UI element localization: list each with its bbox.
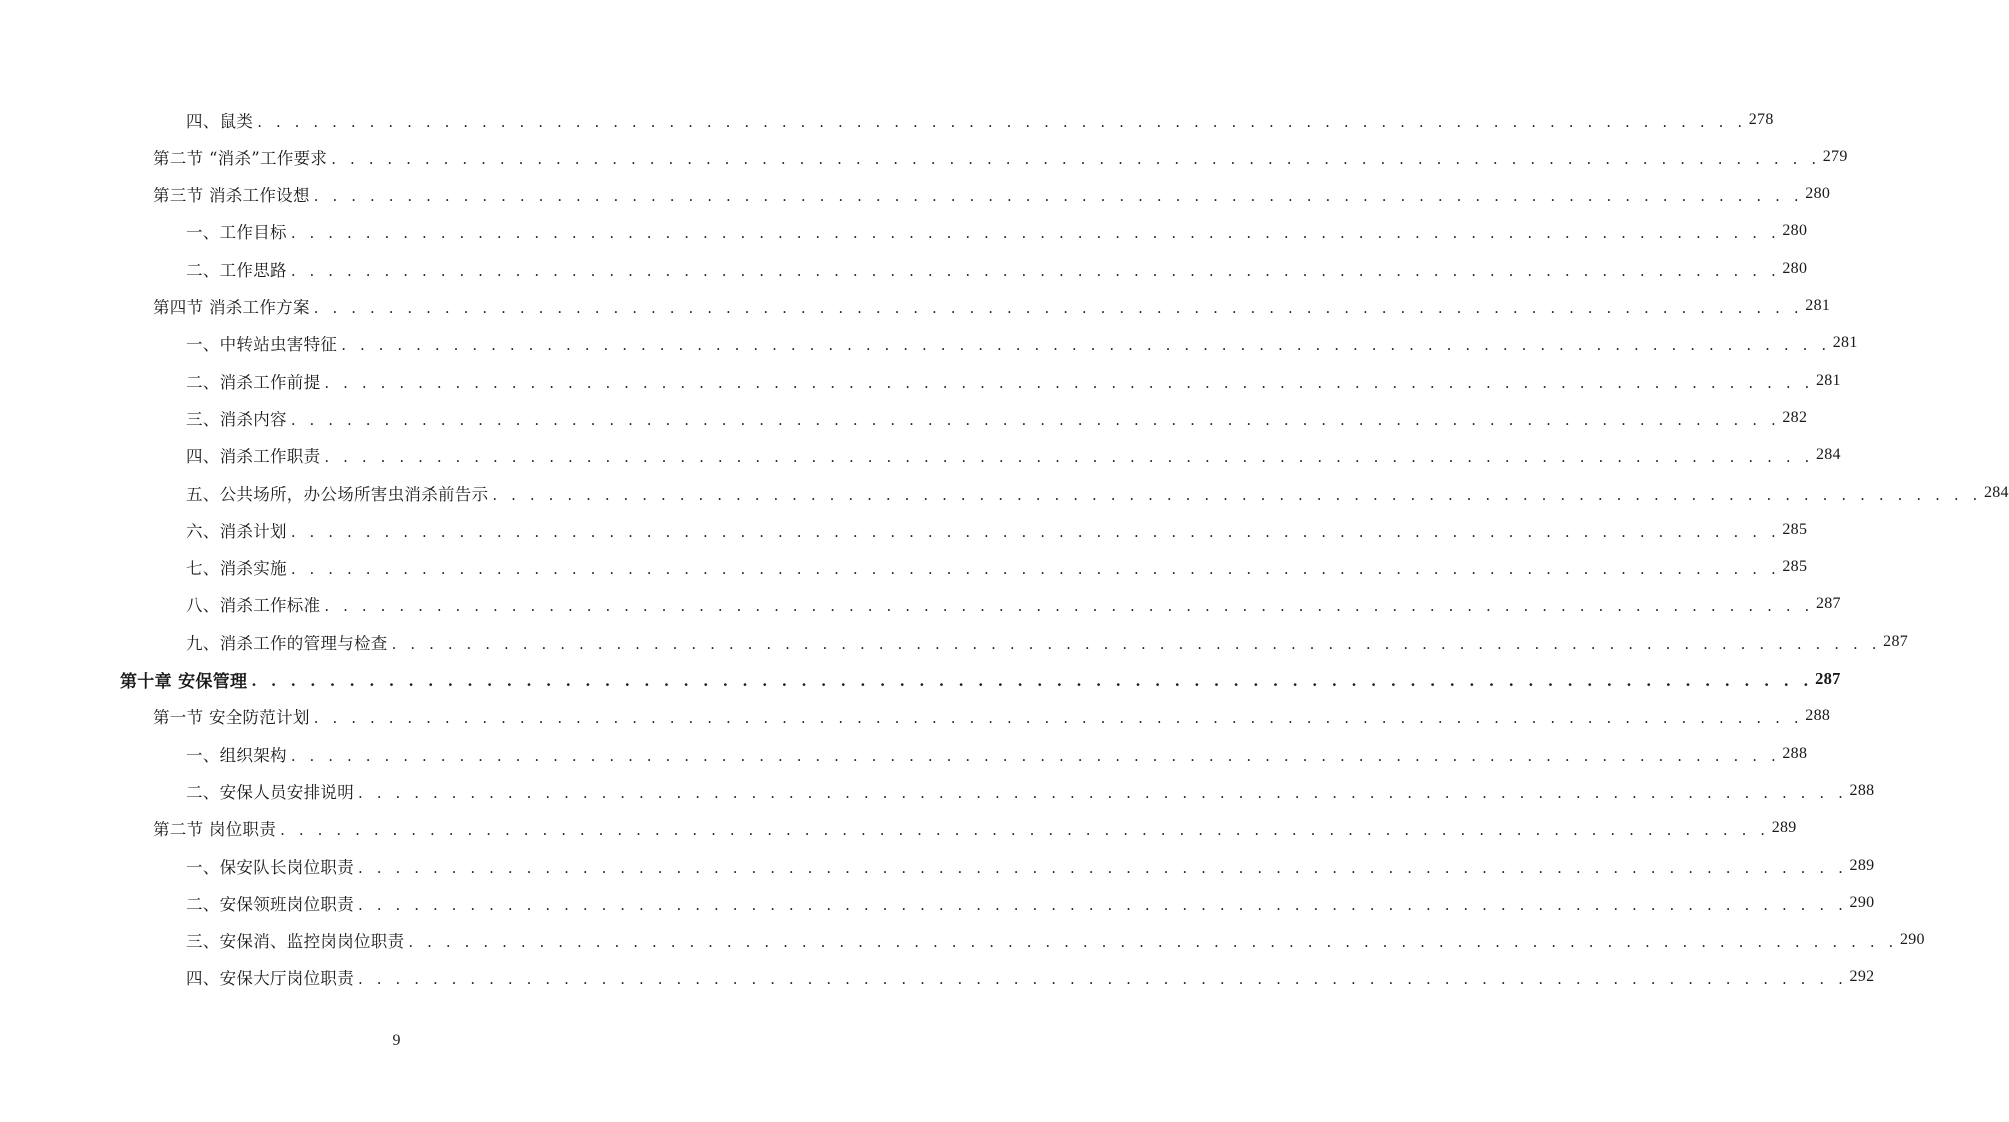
toc-entry-label: 一、保安队长岗位职责 <box>186 857 354 877</box>
toc-entry-label: 第三节 消杀工作设想 <box>153 186 310 206</box>
toc-leader-dots: . . . . . . . . . . . . . . . . . . . . . . . . . . . . . . . . . . . . . . . . . . . . . . . . . . . . . . . . . . . . . . . . . . . . . . . . . . . . . . . . <box>358 858 1848 877</box>
toc-entry-label: 六、消杀计划 <box>186 521 287 541</box>
toc-entry-label: 二、安保人员安排说明 <box>186 782 354 802</box>
toc-subsection-entry[interactable] <box>186 325 1858 362</box>
toc-entry-page: 290 <box>1899 931 1925 949</box>
toc-leader-dots: . . . . . . . . . . . . . . . . . . . . . . . . . . . . . . . . . . . . . . . . . . . . . . . . . . . . . . . . . . . . . . . . . . . . . . . . . . . . . . . . <box>341 336 1831 355</box>
toc-entry-label: 第二节 岗位职责 <box>153 820 277 840</box>
toc-leader-dots: . . . . . . . . . . . . . . . . . . . . . . . . . . . . . . . . . . . . . . . . . . . . . . . . . . . . . . . . . . . . . . . . . . . . . . . . . . . . . . . . <box>324 373 1814 392</box>
toc-entry-page: 285 <box>1782 520 1808 538</box>
toc-entry-page: 279 <box>1822 147 1848 165</box>
toc-subsection-entry[interactable] <box>186 474 2009 511</box>
toc-leader-dots: . . . . . . . . . . . . . . . . . . . . . . . . . . . . . . . . . . . . . . . . . . . . . . . . . . . . . . . . . . . . . . . . . . . . . . . . . . . . . . . . <box>324 448 1814 467</box>
toc-subsection-entry[interactable] <box>186 101 1774 138</box>
toc-subsection-entry[interactable] <box>186 399 1808 436</box>
toc-entry-label: 三、消杀内容 <box>186 409 287 429</box>
toc-entry-label: 三、安保消、监控岗岗位职责 <box>186 932 405 952</box>
toc-leader-dots: . . . . . . . . . . . . . . . . . . . . . . . . . . . . . . . . . . . . . . . . . . . . . . . . . . . . . . . . . . . . . . . . . . . . . . . . . . . . . . . . <box>290 522 1781 541</box>
toc-subsection-entry[interactable] <box>186 213 1808 250</box>
toc-leader-dots: . . . . . . . . . . . . . . . . . . . . . . . . . . . . . . . . . . . . . . . . . . . . . . . . . . . . . . . . . . . . . . . . . . . . . . . . . . . . . . . . <box>358 970 1848 989</box>
toc-entry-label: 第二节 “消杀”工作要求 <box>153 148 328 168</box>
toc-entry-page: 281 <box>1805 297 1831 314</box>
toc-leader-dots: . . . . . . . . . . . . . . . . . . . . . . . . . . . . . . . . . . . . . . . . . . . . . . . . . . . . . . . . . . . . . . . . . . . . . . . . . . . . . . . . <box>324 597 1814 616</box>
toc-entry-page: 292 <box>1849 968 1875 986</box>
toc-subsection-entry[interactable] <box>186 884 1875 921</box>
toc-subsection-entry[interactable] <box>186 922 1925 959</box>
toc-leader-dots: . . . . . . . . . . . . . . . . . . . . . . . . . . . . . . . . . . . . . . . . . . . . . . . . . . . . . . . . . . . . . . . . . . . . . . . . . . . . . . . . <box>280 821 1770 840</box>
toc-entry-label: 第一节 安全防范计划 <box>153 708 310 728</box>
toc-chapter-entry[interactable] <box>120 661 1841 698</box>
toc-leader-dots: . . . . . . . . . . . . . . . . . . . . . . . . . . . . . . . . . . . . . . . . . . . . . . . . . . . . . . . . . . . . . . . . . . . . . . . . . . . . . . . . <box>290 224 1781 243</box>
page-number: 9 <box>392 1032 401 1049</box>
toc-entry-label: 第四节 消杀工作方案 <box>153 298 310 317</box>
toc-entry-label: 四、安保大厅岗位职责 <box>186 969 354 989</box>
toc-section-entry[interactable] <box>153 176 1831 213</box>
toc-subsection-entry[interactable] <box>186 959 1875 996</box>
toc-leader-dots: . . . . . . . . . . . . . . . . . . . . . . . . . . . . . . . . . . . . . . . . . . . . . . . . . . . . . . . . . . . . . . . . . . . . . . . . . . . . . . . . <box>408 933 1898 952</box>
toc-entry-page: 281 <box>1832 334 1858 352</box>
toc-subsection-entry[interactable] <box>186 772 1875 809</box>
toc-leader-dots: . . . . . . . . . . . . . . . . . . . . . . . . . . . . . . . . . . . . . . . . . . . . . . . . . . . . . . . . . . . . . . . . . . . . . . . . . . . . . . . . <box>251 672 1814 690</box>
toc-leader-dots: . . . . . . . . . . . . . . . . . . . . . . . . . . . . . . . . . . . . . . . . . . . . . . . . . . . . . . . . . . . . . . . . . . . . . . . . . . . . . . . . <box>313 709 1804 728</box>
toc-entry-page: 284 <box>1983 483 2009 501</box>
toc-entry-label: 二、安保领班岗位职责 <box>186 894 354 914</box>
toc-entry-label: 第十章 安保管理 <box>120 671 248 692</box>
toc-entry-page: 280 <box>1782 259 1808 277</box>
toc-entry-page: 284 <box>1815 446 1841 464</box>
toc-entry-page: 287 <box>1815 669 1841 688</box>
toc-subsection-entry[interactable] <box>186 735 1808 772</box>
toc-entry-label: 九、消杀工作的管理与检查 <box>186 633 388 653</box>
toc-entry-page: 280 <box>1805 185 1831 203</box>
toc-entry-label: 五、公共场所，办公场所害虫消杀前告示 <box>186 484 489 504</box>
toc-section-entry[interactable] <box>153 138 1848 175</box>
toc-leader-dots: . . . . . . . . . . . . . . . . . . . . . . . . . . . . . . . . . . . . . . . . . . . . . . . . . . . . . . . . . . . . . . . . . . . . . . . . . . . . . . . . <box>391 634 1882 653</box>
toc-entry-label: 七、消杀实施 <box>186 559 287 579</box>
toc-entry-page: 289 <box>1771 819 1797 837</box>
toc-entry-label: 二、消杀工作前提 <box>186 372 321 392</box>
toc-section-entry[interactable] <box>153 810 1797 847</box>
toc-entry-page: 288 <box>1782 744 1808 762</box>
toc-leader-dots: . . . . . . . . . . . . . . . . . . . . . . . . . . . . . . . . . . . . . . . . . . . . . . . . . . . . . . . . . . . . . . . . . . . . . . . . . . . . . . . . <box>290 410 1781 429</box>
toc-entry-page: 290 <box>1849 893 1875 911</box>
toc-subsection-entry[interactable] <box>186 847 1875 884</box>
toc-entry-label: 四、消杀工作职责 <box>186 447 321 467</box>
toc-entry-page: 280 <box>1782 222 1808 240</box>
toc-leader-dots: . . . . . . . . . . . . . . . . . . . . . . . . . . . . . . . . . . . . . . . . . . . . . . . . . . . . . . . . . . . . . . . . . . . . . . . . . . . . . . . . <box>358 783 1848 802</box>
toc-leader-dots: . . . . . . . . . . . . . . . . . . . . . . . . . . . . . . . . . . . . . . . . . . . . . . . . . . . . . . . . . . . . . . . . . . . . . . . . . . . . . . . . <box>257 112 1747 131</box>
toc-entry-page: 289 <box>1849 856 1875 874</box>
toc-entry-label: 二、工作思路 <box>186 260 287 280</box>
toc-leader-dots: . . . . . . . . . . . . . . . . . . . . . . . . . . . . . . . . . . . . . . . . . . . . . . . . . . . . . . . . . . . . . . . . . . . . . . . . . . . . . . . . <box>290 560 1781 579</box>
toc-subsection-entry[interactable] <box>186 250 1808 287</box>
toc-section-entry[interactable] <box>153 698 1831 735</box>
toc-leader-dots: . . . . . . . . . . . . . . . . . . . . . . . . . . . . . . . . . . . . . . . . . . . . . . . . . . . . . . . . . . . . . . . . . . . . . . . . . . . . . . . . <box>290 746 1781 765</box>
toc-entry-page: 287 <box>1815 595 1841 613</box>
toc-entry-label: 八、消杀工作标准 <box>186 596 321 616</box>
toc-entry-page: 288 <box>1849 781 1875 799</box>
toc-subsection-entry[interactable] <box>186 437 1841 474</box>
toc-leader-dots: . . . . . . . . . . . . . . . . . . . . . . . . . . . . . . . . . . . . . . . . . . . . . . . . . . . . . . . . . . . . . . . . . . . . . . . . . . . . . . . . <box>290 261 1781 280</box>
toc-entry-page: 278 <box>1748 110 1774 128</box>
toc-subsection-entry[interactable] <box>186 362 1841 399</box>
toc-leader-dots: . . . . . . . . . . . . . . . . . . . . . . . . . . . . . . . . . . . . . . . . . . . . . . . . . . . . . . . . . . . . . . . . . . . . . . . . . . . . . . . . <box>313 299 1804 317</box>
toc-entry-label: 一、组织架构 <box>186 745 287 765</box>
toc-entry-page: 281 <box>1815 371 1841 389</box>
toc-subsection-entry[interactable] <box>186 623 1909 660</box>
toc-entry-page: 282 <box>1782 408 1808 426</box>
toc-subsection-entry[interactable] <box>186 511 1808 548</box>
toc-leader-dots: . . . . . . . . . . . . . . . . . . . . . . . . . . . . . . . . . . . . . . . . . . . . . . . . . . . . . . . . . . . . . . . . . . . . . . . . . . . . . . . . <box>492 485 1982 504</box>
toc-entry-page: 287 <box>1883 632 1909 650</box>
toc-leader-dots: . . . . . . . . . . . . . . . . . . . . . . . . . . . . . . . . . . . . . . . . . . . . . . . . . . . . . . . . . . . . . . . . . . . . . . . . . . . . . . . . <box>313 187 1804 206</box>
toc-subsection-entry[interactable] <box>186 586 1841 623</box>
toc-entry-page: 285 <box>1782 558 1808 576</box>
toc-subsection-entry[interactable] <box>186 549 1808 586</box>
toc-entry-page: 288 <box>1805 707 1831 725</box>
toc-entry-label: 一、中转站虫害特征 <box>186 335 338 355</box>
toc-leader-dots: . . . . . . . . . . . . . . . . . . . . . . . . . . . . . . . . . . . . . . . . . . . . . . . . . . . . . . . . . . . . . . . . . . . . . . . . . . . . . . . . <box>331 149 1821 168</box>
toc-entry-label: 一、工作目标 <box>186 223 287 243</box>
toc-section-entry[interactable] <box>153 288 1831 325</box>
toc-leader-dots: . . . . . . . . . . . . . . . . . . . . . . . . . . . . . . . . . . . . . . . . . . . . . . . . . . . . . . . . . . . . . . . . . . . . . . . . . . . . . . . . <box>358 895 1848 914</box>
toc-entry-label: 四、鼠类 <box>186 111 254 131</box>
